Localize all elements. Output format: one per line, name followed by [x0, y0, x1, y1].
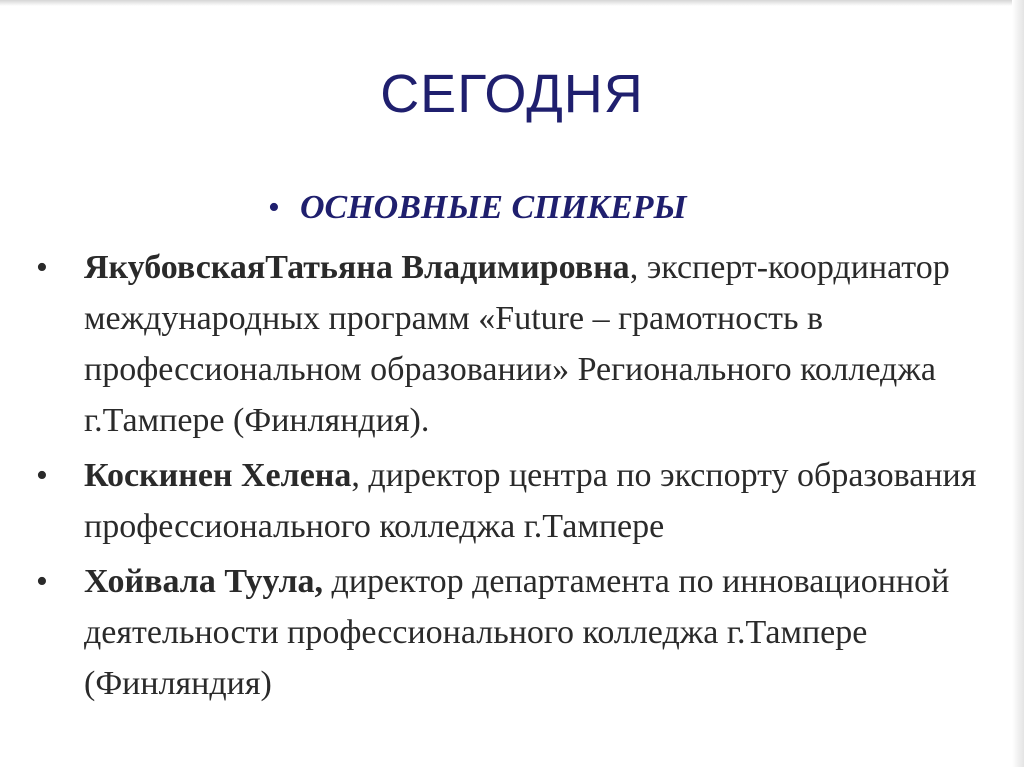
- slide-title: СЕГОДНЯ: [380, 64, 644, 124]
- bullet-3: •: [36, 563, 48, 600]
- speaker-item-2: [30, 450, 1010, 552]
- subheading: [268, 186, 687, 230]
- subheading-bullet: •: [268, 189, 280, 226]
- speaker-list: [30, 242, 1010, 713]
- speaker-name-1: ЯкубовскаяТатьяна Владимировна: [84, 249, 630, 286]
- speaker-name-2: Коскинен Хелена: [84, 457, 352, 494]
- subheading-text: ОСНОВНЫЕ СПИКЕРЫ: [300, 189, 687, 226]
- speaker-description-1: , эксперт-координатор международных программ «Future – грамотность в профессиональном образовании» Регионального колледжа г.Тампере (Финляндия).: [84, 249, 950, 439]
- slide-top-shadow: [0, 0, 1024, 6]
- speaker-item-3: [30, 556, 1010, 709]
- speaker-description-2: , директор центра по экспорту образования профессионального колледжа г.Тампере: [84, 457, 977, 545]
- speaker-item-1: [30, 242, 1010, 446]
- bullet-2: •: [36, 457, 48, 494]
- speaker-name-3: Хойвала Туула,: [84, 563, 324, 600]
- bullet-1: •: [36, 249, 48, 286]
- speaker-description-3: директор департамента по инновационной деятельности профессионального колледжа г.Тампере (Финляндия): [84, 563, 950, 702]
